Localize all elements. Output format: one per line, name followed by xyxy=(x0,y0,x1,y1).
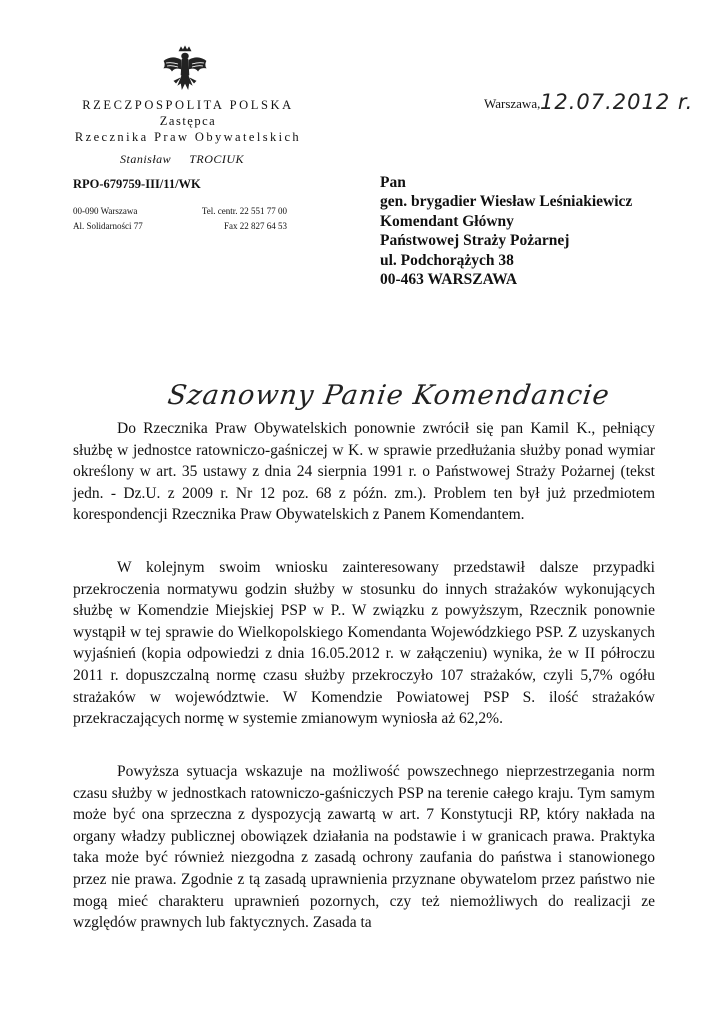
recipient-line: ul. Podchorążych 38 xyxy=(380,251,514,269)
date-city: Warszawa, xyxy=(484,96,541,111)
issuer-deputy-title: Zastępca xyxy=(159,114,217,128)
eagle-emblem-icon xyxy=(160,45,210,95)
issuer-fax: Fax 22 827 64 53 xyxy=(224,221,287,231)
recipient-block xyxy=(380,173,632,289)
issuer-last-name: TROCIUK xyxy=(189,152,245,166)
issuer-address-line2: Al. Solidarności 77 xyxy=(73,221,143,231)
recipient-line: Państwowej Straży Pożarnej xyxy=(380,232,570,250)
body-paragraph: Do Rzecznika Praw Obywatelskich ponownie zwrócił się pan Kamil K., pełniący służbę w jednostce ratowniczo-gaśniczej w K. w sprawie przedłużania służby ponad wymiar określony w art. 35 ustawy z dnia 24 sierpnia 1991 r. o Państwowej Straży Pożarnej (tekst jedn. - Dz.U. z 2009 r. Nr 12 poz. 68 z późn. zm.). Problem ten był już przedmiotem korespondencji Rzecznika Praw Obywatelskich z Panem Komendantem. xyxy=(73,420,655,524)
body-paragraph: W kolejnym swoim wniosku zainteresowany przedstawił dalsze przypadki przekroczenia normatywu godzin służby w stosunku do innych strażaków wykonujących służbę w Komendzie Miejskiej PSP w P.. W związku z powyższym, Rzecznik ponownie wystąpił w tej sprawie do Wielkopolskiego Komendanta Wojewódzkiego PSP. Z uzyskanych wyjaśnień (kopia odpowiedzi z dnia 16.05.2012 r. w załączeniu) wynika, że w II półroczu 2011 r. dopuszczalną normę czasu służby przekroczyło 107 strażaków, czyli 5,7% ogółu strażaków w województwie. W Komendzie Powiatowej PSP S. ilość strażaków przekraczających normę w systemie zmianowym wyniosła aż 62,2%. xyxy=(73,559,655,728)
handwritten-date: 12.07.2012 r. xyxy=(540,90,694,114)
issuer-first-name: Stanisław xyxy=(120,152,172,166)
issuer-address-line1: 00-090 Warszawa xyxy=(73,206,138,216)
body-paragraph: Powyższa sytuacja wskazuje na możliwość powszechnego nieprzestrzegania norm czasu służby w jednostkach ratowniczo-gaśniczych PSP na terenie całego kraju. Tym samym może być ona sprzeczna z dyspozycją zawartą w art. 7 Konstytucji RP, który nakłada na organy władzy publicznej obowiązek działania na podstawie i w granicach prawa. Praktyka taka może być również niezgodna z zasadą ochrony zaufania do państwa i stanowionego przez nie prawa. Zgodnie z tą zasadą uprawnienia przyznane obywatelom przez państwo nie mogą mieć charakteru uprawnień pozornych, czy też niemożliwych do realizacji ze względów prawnych lub faktycznych. Zasada ta xyxy=(73,763,655,932)
recipient-line: gen. brygadier Wiesław Leśniakiewicz xyxy=(380,193,633,211)
recipient-line: Komendant Główny xyxy=(380,212,514,230)
reference-number: RPO-679759-III/11/WK xyxy=(73,177,201,191)
recipient-line: Pan xyxy=(380,174,406,191)
recipient-line: 00-463 WARSZAWA xyxy=(380,271,518,289)
issuer-phone: Tel. centr. 22 551 77 00 xyxy=(201,206,287,216)
issuer-person xyxy=(120,152,244,167)
handwritten-salutation: Szanowny Panie Komendancie xyxy=(165,380,612,411)
issuer-country: RZECZPOSPOLITA POLSKA xyxy=(82,98,294,112)
issuer-office: Rzecznika Praw Obywatelskich xyxy=(74,130,302,144)
